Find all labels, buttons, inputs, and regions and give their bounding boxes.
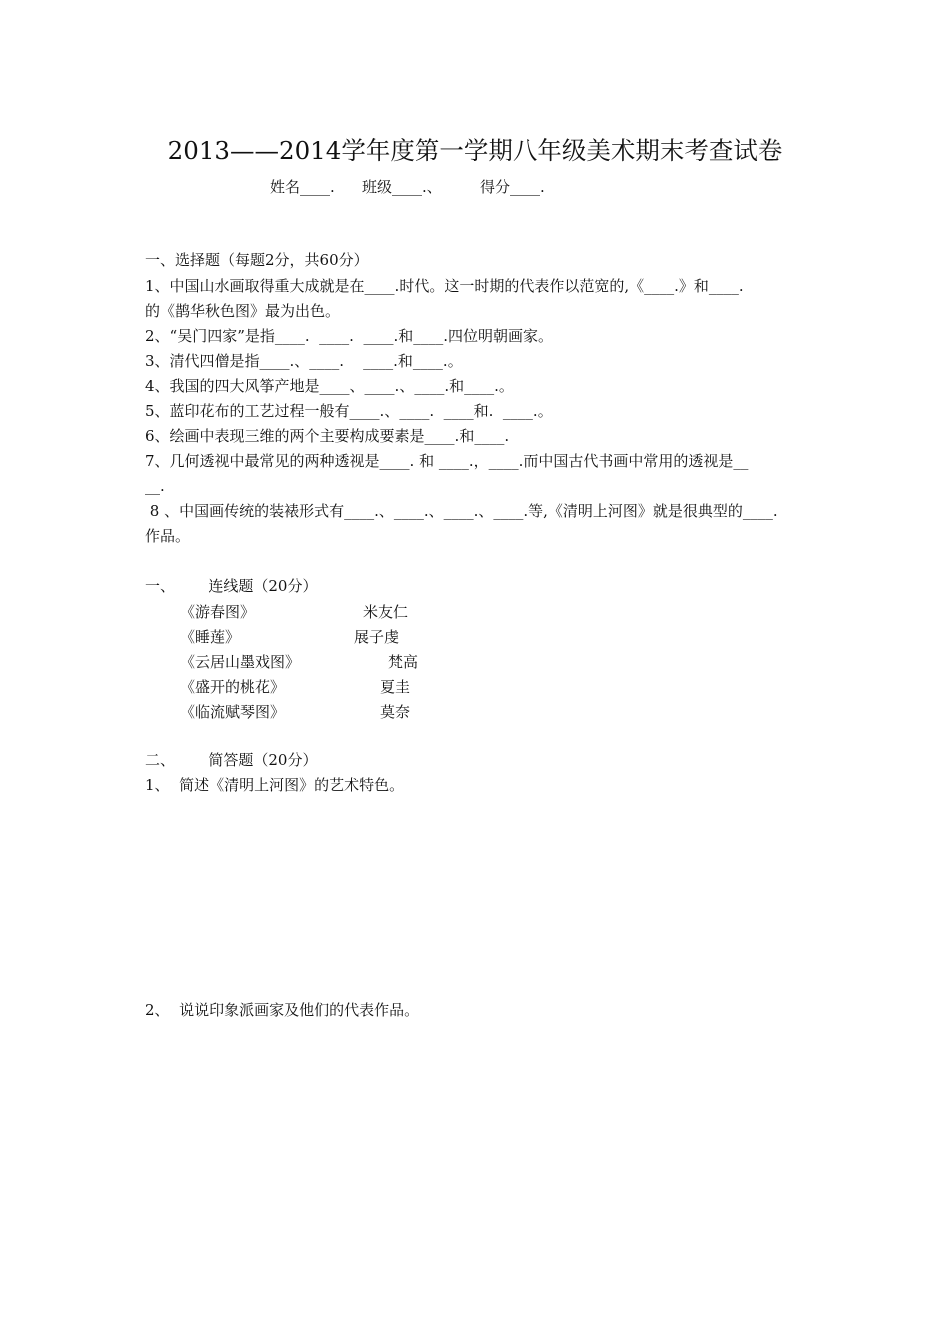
question-line: 2、“吴门四家”是指____. ____. ____.和____.四位明朝画家。 <box>145 327 554 345</box>
matching-work-item: 《盛开的桃花》 <box>180 678 286 696</box>
short-answer-question-2: 2、 说说印象派画家及他们的代表作品。 <box>145 1001 420 1019</box>
name-field: 姓名____. <box>270 178 335 196</box>
matching-artist-item: 莫奈 <box>380 703 411 721</box>
question-line: 8 、中国画传统的装裱形式有____.、____.、____.、____.等,《清明上河图》就是很典型的____. <box>145 502 778 520</box>
matching-artist-item: 梵高 <box>388 653 419 671</box>
question-line: 5、蓝印花布的工艺过程一般有____.、____. ____和. ____.。 <box>145 402 553 420</box>
section-heading-choice: 一、选择题（每题2分，共60分） <box>145 251 369 269</box>
score-field: 得分____. <box>480 178 545 196</box>
matching-work-item: 《临流赋琴图》 <box>180 703 286 721</box>
matching-work-item: 《游春图》 <box>180 603 256 621</box>
question-line: 1、中国山水画取得重大成就是在____.时代。这一时期的代表作以范宽的,《____.》和____. <box>145 277 744 295</box>
short-answer-question-1: 1、 简述《清明上河图》的艺术特色。 <box>145 776 405 794</box>
matching-artist-item: 展子虔 <box>354 628 400 646</box>
class-field: 班级____.、 <box>362 178 442 196</box>
question-line: 7、几何透视中最常见的两种透视是____. 和 ____.，____.而中国古代书画中常用的透视是__ <box>145 452 749 470</box>
matching-artist-item: 夏圭 <box>380 678 411 696</box>
question-line: 作品。 <box>145 527 191 545</box>
section-heading-short-answer: 二、 简答题（20分） <box>145 751 318 769</box>
question-line: 3、清代四僧是指____.、____. ____.和____.。 <box>145 352 463 370</box>
question-line: 4、我国的四大风筝产地是____、____.、____.和____.。 <box>145 377 514 395</box>
question-line: __. <box>145 477 165 495</box>
section-heading-matching: 一、 连线题（20分） <box>145 577 318 595</box>
matching-work-item: 《睡莲》 <box>180 628 241 646</box>
question-line: 6、绘画中表现三维的两个主要构成要素是____.和____. <box>145 427 510 445</box>
question-line: 的《鹊华秋色图》最为出色。 <box>145 302 341 320</box>
matching-artist-item: 米友仁 <box>363 603 409 621</box>
matching-work-item: 《云居山墨戏图》 <box>180 653 301 671</box>
page-title: 2013——2014学年度第一学期八年级美术期末考查试卷 <box>167 136 783 165</box>
